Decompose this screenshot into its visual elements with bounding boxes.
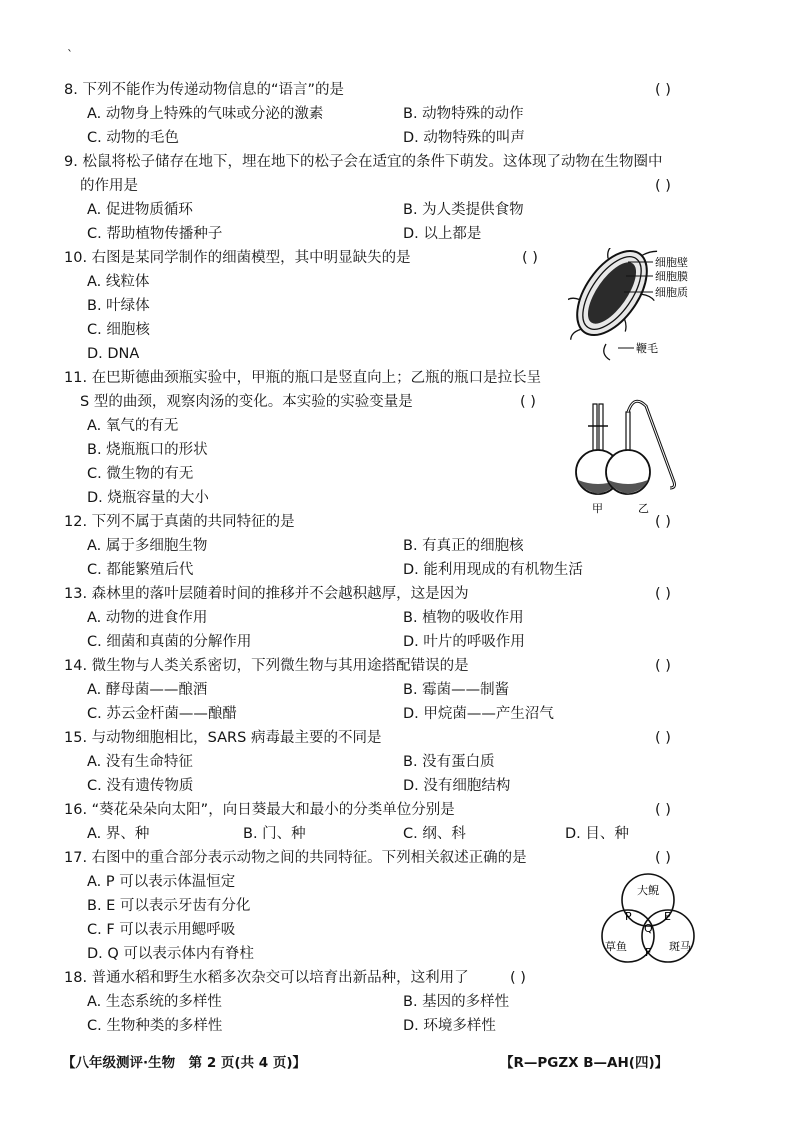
- q16-option-c: C. 纲、科: [403, 826, 466, 842]
- q17-option-b: B. E 可以表示牙齿有分化: [87, 898, 251, 914]
- q8-option-d: D. 动物特殊的叫声: [403, 130, 525, 146]
- venn-region-q: Q: [644, 922, 653, 935]
- q14-option-c: C. 苏云金杆菌——酿醋: [87, 706, 237, 722]
- venn-region-f: F: [645, 946, 652, 959]
- venn-label-right: 斑马: [669, 940, 691, 953]
- footer-exam-code: 【R—PGZX B—AH(四)】: [500, 1055, 669, 1071]
- venn-region-e: E: [664, 910, 671, 923]
- q9-stem: 9. 松鼠将松子储存在地下，埋在地下的松子会在适宜的条件下萌发。这体现了动物在生物圈中: [64, 154, 663, 170]
- venn-region-p: P: [625, 910, 632, 923]
- q10-option-d: D. DNA: [87, 346, 140, 362]
- q9-option-d: D. 以上都是: [403, 226, 482, 242]
- q9-answer-blank[interactable]: ( ): [655, 178, 671, 194]
- bacterium-model-figure: [568, 248, 708, 364]
- q14-option-b: B. 霉菌——制酱: [403, 682, 510, 698]
- q11-option-c: C. 微生物的有无: [87, 466, 194, 482]
- q15-stem: 15. 与动物细胞相比，SARS 病毒最主要的不同是: [64, 730, 382, 746]
- q10-answer-blank[interactable]: ( ): [522, 250, 538, 266]
- q11-option-b: B. 烧瓶瓶口的形状: [87, 442, 208, 458]
- q8-option-c: C. 动物的毛色: [87, 130, 179, 146]
- q16-option-a: A. 界、种: [87, 826, 150, 842]
- label-flask-jia: 甲: [592, 502, 603, 515]
- q13-answer-blank[interactable]: ( ): [655, 586, 671, 602]
- q12-option-b: B. 有真正的细胞核: [403, 538, 524, 554]
- q15-option-b: B. 没有蛋白质: [403, 754, 495, 770]
- q16-option-d: D. 目、种: [565, 826, 629, 842]
- q18-option-b: B. 基因的多样性: [403, 994, 510, 1010]
- q18-option-a: A. 生态系统的多样性: [87, 994, 222, 1010]
- q12-option-d: D. 能利用现成的有机物生活: [403, 562, 583, 578]
- q9-option-a: A. 促进物质循环: [87, 202, 193, 218]
- q12-option-a: A. 属于多细胞生物: [87, 538, 208, 554]
- venn-label-top: 大鲵: [637, 884, 659, 897]
- venn-diagram-figure: [590, 868, 710, 972]
- q14-option-d: D. 甲烷菌——产生沼气: [403, 706, 554, 722]
- q11-answer-blank[interactable]: ( ): [520, 394, 536, 410]
- q14-stem: 14. 微生物与人类关系密切，下列微生物与其用途搭配错误的是: [64, 658, 469, 674]
- q8-stem: 8. 下列不能作为传递动物信息的“语言”的是: [64, 82, 344, 98]
- q9-option-b: B. 为人类提供食物: [403, 202, 524, 218]
- q13-option-a: A. 动物的进食作用: [87, 610, 208, 626]
- swan-neck-flask-figure: [566, 392, 686, 520]
- label-flagellum: 鞭毛: [636, 342, 658, 355]
- label-cytoplasm: 细胞质: [655, 286, 688, 299]
- q11-option-d: D. 烧瓶容量的大小: [87, 490, 209, 506]
- q10-stem: 10. 右图是某同学制作的细菌模型，其中明显缺失的是: [64, 250, 411, 266]
- venn-label-left: 草鱼: [605, 940, 627, 953]
- q17-option-d: D. Q 可以表示体内有脊柱: [87, 946, 254, 962]
- q12-option-c: C. 都能繁殖后代: [87, 562, 194, 578]
- q17-answer-blank[interactable]: ( ): [655, 850, 671, 866]
- q16-answer-blank[interactable]: ( ): [655, 802, 671, 818]
- q18-option-c: C. 生物种类的多样性: [87, 1018, 223, 1034]
- q15-option-d: D. 没有细胞结构: [403, 778, 511, 794]
- label-cell-membrane: 细胞膜: [655, 270, 688, 283]
- q18-stem: 18. 普通水稻和野生水稻多次杂交可以培育出新品种，这利用了: [64, 970, 469, 986]
- q10-option-c: C. 细胞核: [87, 322, 150, 338]
- q16-stem: 16. “葵花朵朵向太阳”，向日葵最大和最小的分类单位分别是: [64, 802, 455, 818]
- q8-option-a: A. 动物身上特殊的气味或分泌的激素: [87, 106, 324, 122]
- q9-stem-cont: 的作用是: [80, 178, 138, 194]
- q18-answer-blank[interactable]: ( ): [510, 970, 526, 986]
- footer-page-info: 【八年级测评·生物 第 2 页(共 4 页)】: [62, 1055, 307, 1071]
- q11-option-a: A. 氧气的有无: [87, 418, 179, 434]
- q8-answer-blank[interactable]: ( ): [655, 82, 671, 98]
- q12-stem: 12. 下列不属于真菌的共同特征的是: [64, 514, 295, 530]
- q11-stem: 11. 在巴斯德曲颈瓶实验中，甲瓶的瓶口是竖直向上；乙瓶的瓶口是拉长呈: [64, 370, 542, 386]
- q16-option-b: B. 门、种: [243, 826, 306, 842]
- q15-answer-blank[interactable]: ( ): [655, 730, 671, 746]
- q13-option-d: D. 叶片的呼吸作用: [403, 634, 525, 650]
- label-flask-yi: 乙: [638, 502, 649, 515]
- q9-option-c: C. 帮助植物传播种子: [87, 226, 223, 242]
- q15-option-a: A. 没有生命特征: [87, 754, 193, 770]
- q15-option-c: C. 没有遗传物质: [87, 778, 194, 794]
- q13-option-c: C. 细菌和真菌的分解作用: [87, 634, 252, 650]
- q13-option-b: B. 植物的吸收作用: [403, 610, 524, 626]
- q13-stem: 13. 森林里的落叶层随着时间的推移并不会越积越厚，这是因为: [64, 586, 469, 602]
- q10-option-b: B. 叶绿体: [87, 298, 150, 314]
- q17-stem: 17. 右图中的重合部分表示动物之间的共同特征。下列相关叙述正确的是: [64, 850, 527, 866]
- q10-option-a: A. 线粒体: [87, 274, 150, 290]
- q8-option-b: B. 动物特殊的动作: [403, 106, 524, 122]
- q18-option-d: D. 环境多样性: [403, 1018, 496, 1034]
- q17-option-c: C. F 可以表示用鳃呼吸: [87, 922, 236, 938]
- q14-option-a: A. 酵母菌——酿酒: [87, 682, 208, 698]
- stray-mark: `: [67, 48, 73, 62]
- q17-option-a: A. P 可以表示体温恒定: [87, 874, 236, 890]
- q12-answer-blank[interactable]: ( ): [655, 514, 671, 530]
- q14-answer-blank[interactable]: ( ): [655, 658, 671, 674]
- label-cell-wall: 细胞壁: [655, 256, 688, 269]
- q11-stem-cont: S 型的曲颈，观察肉汤的变化。本实验的实验变量是: [80, 394, 413, 410]
